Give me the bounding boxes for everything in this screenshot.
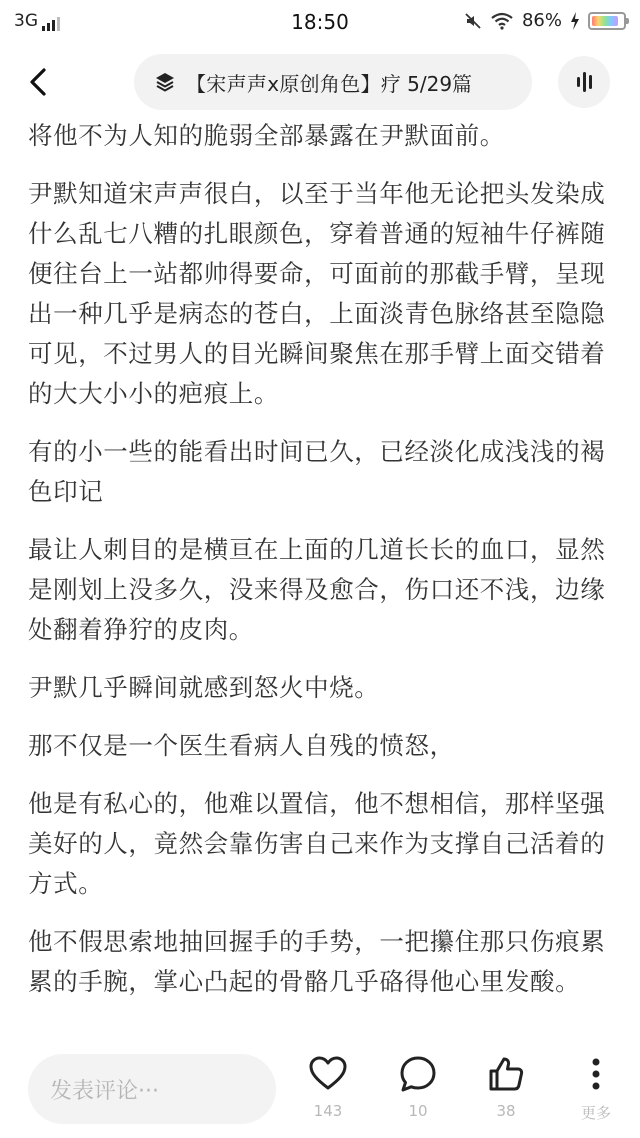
network-type: 3G	[14, 11, 38, 31]
thumbs-up-button[interactable]	[476, 1054, 536, 1120]
article-paragraph: 有的小一些的能看出时间已久，已经淡化成浅浅的褐色印记	[28, 437, 606, 506]
bottom-action-bar	[0, 1040, 640, 1138]
battery-percent: 86%	[521, 10, 562, 31]
like-button[interactable]	[298, 1054, 358, 1120]
thumbs-up-count: 38	[496, 1102, 516, 1120]
more-vertical-icon	[576, 1054, 616, 1094]
article-paragraph: 那不仅是一个医生看病人自残的愤怒，	[28, 731, 455, 760]
chapter-progress: 5/29篇	[407, 71, 473, 96]
article-paragraph: 尹默几乎瞬间就感到怒火中烧。	[28, 673, 380, 702]
article-paragraph: 将他不为人知的脆弱全部暴露在尹默面前。	[28, 121, 505, 150]
comment-bubble-icon	[398, 1054, 438, 1094]
audio-wave-icon	[577, 72, 592, 92]
reader-header	[0, 48, 640, 118]
comment-button[interactable]	[388, 1054, 448, 1120]
article-body	[28, 116, 616, 1040]
collection-title-pill[interactable]	[134, 54, 532, 110]
more-button[interactable]	[566, 1054, 626, 1123]
thumbs-up-icon	[486, 1054, 526, 1094]
battery-icon	[588, 12, 626, 30]
charging-icon	[570, 12, 580, 30]
collection-title: 【宋声声x原创角色】疗	[186, 71, 402, 96]
back-button[interactable]	[18, 62, 58, 102]
mute-icon	[464, 12, 482, 30]
chevron-left-icon	[27, 67, 49, 97]
comment-count: 10	[408, 1102, 428, 1120]
article-paragraph: 最让人刺目的是横亘在上面的几道长长的血口，显然是刚划上没多久，没来得及愈合，伤口还不浅，边缘处翻着狰狞的皮肉。	[28, 535, 606, 644]
status-bar	[0, 0, 640, 46]
like-count: 143	[313, 1102, 343, 1120]
audio-button[interactable]	[558, 56, 610, 108]
article-paragraph: 他是有私心的，他难以置信，他不想相信，那样坚强美好的人，竟然会靠伤害自己来作为支撑自己活着的方式。	[28, 789, 606, 898]
clock: 18:50	[291, 10, 349, 34]
layers-icon	[154, 71, 176, 93]
status-icons	[464, 10, 626, 31]
wifi-icon	[490, 12, 514, 30]
heart-icon	[308, 1054, 348, 1094]
article-paragraph: 尹默知道宋声声很白，以至于当年他无论把头发染成什么乱七八糟的扎眼颜色，穿着普通的短袖牛仔裤随便往台上一站都帅得要命，可面前的那截手臂，呈现出一种几乎是病态的苍白，上面淡青色脉络甚至隐隐可见，不过男人的目光瞬间聚焦在那手臂上面交错着的大大小小的疤痕上。	[28, 179, 606, 408]
more-label: 更多	[580, 1104, 611, 1122]
article-paragraph: 他不假思索地抽回握手的手势，一把攥住那只伤痕累累的手腕，掌心凸起的骨骼几乎硌得他心里发酸。	[28, 927, 606, 996]
comment-input[interactable]: 发表评论···	[28, 1054, 276, 1124]
